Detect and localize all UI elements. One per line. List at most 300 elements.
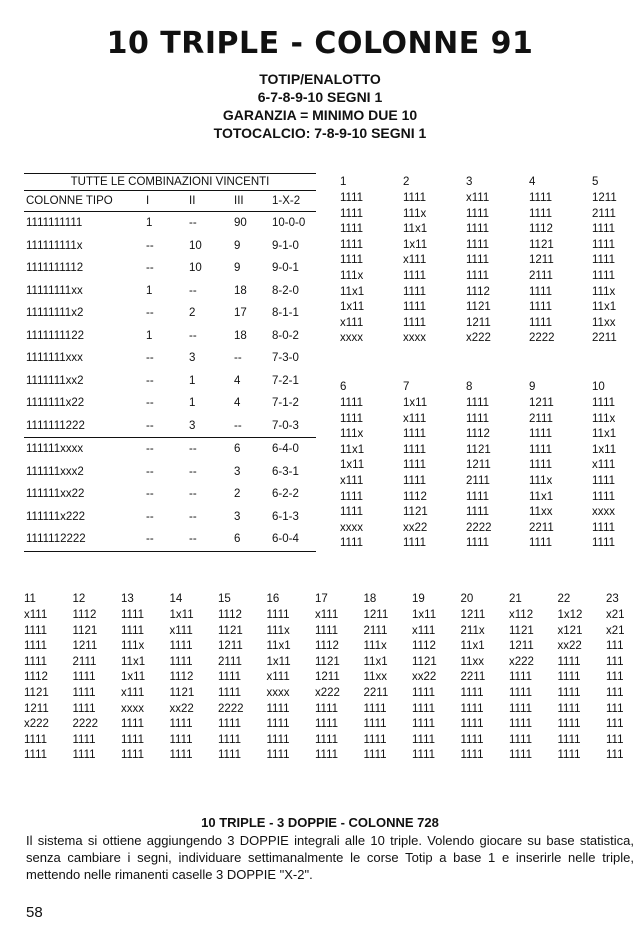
column-value: 111x — [529, 474, 553, 487]
column-value: 111x — [363, 640, 387, 653]
column-value: 1111 — [529, 192, 553, 204]
column-set-1 — [340, 173, 390, 347]
table-row — [24, 415, 316, 439]
column-value: x21 — [606, 624, 625, 637]
column-value: 111x — [340, 269, 364, 282]
column-set-23 — [606, 590, 640, 764]
column-value: 1111 — [403, 443, 427, 456]
table-cell: 6-2-2 — [272, 488, 299, 500]
column-value: 1111 — [412, 686, 436, 699]
column-value: x222 — [315, 686, 340, 699]
column-value: 111 — [606, 733, 624, 746]
table-cell: 18 — [234, 284, 247, 297]
column-value: 1111 — [529, 459, 553, 472]
header-cell: COLONNE TIPO — [26, 195, 113, 207]
table-cell: 6 — [234, 533, 241, 545]
column-value: 11xx — [592, 316, 616, 329]
table-cell: 7-3-0 — [272, 352, 299, 364]
column-value: 1111 — [466, 506, 490, 519]
column-value: 1111 — [466, 490, 490, 503]
column-value: 1111 — [218, 686, 242, 699]
column-value: 2111 — [529, 269, 553, 282]
table-cell: 6-4-0 — [272, 443, 299, 455]
table-cell: 1 — [189, 374, 196, 387]
column-number: 23 — [606, 593, 619, 605]
column-value: 1121 — [466, 443, 491, 456]
table-cell: 3 — [234, 465, 241, 478]
column-value: 1x11 — [403, 397, 428, 409]
column-value: 111 — [606, 702, 624, 715]
table-cell: 6-3-1 — [272, 465, 299, 478]
column-value: 1112 — [24, 671, 48, 684]
column-set-19 — [412, 590, 462, 764]
column-value: 1111 — [529, 207, 553, 220]
column-value: 1111 — [557, 733, 581, 746]
table-cell: 9-1-0 — [272, 239, 299, 252]
column-value: x111 — [466, 192, 490, 204]
table-cell: -- — [146, 239, 154, 252]
column-value: 1111 — [592, 490, 616, 503]
column-value: 1111 — [592, 474, 616, 487]
column-value: 111x — [266, 624, 290, 637]
column-number: 12 — [72, 593, 86, 605]
column-value: 1211 — [466, 316, 491, 329]
table-row — [24, 212, 316, 235]
column-value: x112 — [509, 609, 534, 621]
table-cell: 111111xx22 — [26, 488, 85, 500]
column-value: 1111 — [460, 702, 484, 715]
table-cell: 8-1-1 — [272, 307, 299, 319]
column-value: 1x11 — [340, 301, 365, 314]
column-value: x222 — [466, 332, 491, 345]
column-value: 1111 — [412, 718, 436, 731]
column-set-10 — [592, 378, 640, 552]
column-value: 1121 — [315, 655, 340, 668]
table-cell: -- — [146, 307, 154, 319]
page-title: 10 TRIPLE - COLONNE 91 — [106, 26, 534, 61]
column-value: 1111 — [460, 733, 484, 746]
column-value: 1x11 — [121, 671, 146, 684]
column-set-2 — [403, 173, 453, 347]
column-set-18 — [364, 590, 414, 764]
table-cell: 1111111112 — [26, 262, 84, 274]
column-value: 1x12 — [557, 609, 583, 621]
column-value: 1111 — [169, 640, 193, 653]
table-row — [24, 392, 316, 415]
column-value: 1211 — [509, 640, 534, 653]
column-value: 1111 — [363, 702, 387, 715]
table-cell: -- — [146, 419, 154, 432]
table-cell: -- — [189, 284, 197, 297]
column-value: 1111 — [121, 624, 145, 637]
column-value: 1211 — [529, 397, 554, 409]
column-value: 1111 — [340, 238, 364, 251]
column-value: 1111 — [403, 301, 427, 314]
column-number: 7 — [403, 381, 410, 393]
table-cell: 2 — [189, 307, 196, 319]
column-value: 1111 — [412, 702, 436, 715]
column-value: 1111 — [592, 223, 616, 236]
column-value: 1111 — [466, 412, 490, 425]
column-value: 1111 — [466, 207, 490, 220]
column-value: 1111 — [592, 397, 616, 409]
column-value: 1111 — [121, 733, 145, 746]
table-cell: 90 — [234, 217, 247, 229]
column-value: 111 — [606, 671, 624, 684]
column-value: 1111 — [403, 285, 427, 298]
column-set-8 — [466, 378, 516, 552]
column-value: 1211 — [363, 609, 389, 621]
column-value: 1112 — [169, 671, 194, 684]
column-value: 1111 — [340, 506, 364, 519]
table-header-row — [24, 191, 316, 212]
column-value: 1111 — [509, 671, 533, 684]
column-value: 111x — [121, 640, 145, 653]
table-cell: 111111xxx2 — [26, 465, 84, 478]
table-cell: -- — [189, 533, 197, 545]
table-cell: -- — [146, 533, 154, 545]
column-value: x222 — [24, 718, 49, 731]
column-value: 1111 — [529, 428, 553, 441]
table-cell: -- — [146, 510, 154, 523]
column-set-13 — [121, 590, 171, 764]
table-cell: 111111xxxx — [26, 443, 84, 455]
table-cell: 7-2-1 — [272, 374, 299, 387]
table-cell: -- — [146, 443, 154, 455]
column-value: 111 — [606, 655, 624, 668]
columns-grid-2 — [340, 378, 630, 578]
column-value: x111 — [266, 671, 290, 684]
column-value: 111 — [606, 749, 624, 762]
table-row — [24, 280, 316, 303]
column-value: 1111 — [592, 269, 616, 282]
column-value: 1111 — [529, 316, 553, 329]
table-caption: TUTTE LE COMBINAZIONI VINCENTI — [24, 173, 316, 191]
column-value: 2111 — [529, 412, 553, 425]
column-value: 111x — [403, 207, 427, 220]
column-value: 1112 — [412, 640, 436, 653]
column-value: 1211 — [460, 609, 486, 621]
column-value: 1111 — [529, 443, 553, 456]
column-number: 6 — [340, 381, 347, 393]
column-value: 11x1 — [340, 443, 365, 456]
column-value: 2111 — [218, 655, 242, 668]
column-value: 1121 — [24, 686, 49, 699]
column-set-5 — [592, 173, 640, 347]
column-value: xxxx — [266, 686, 290, 699]
columns-grid-3 — [24, 590, 636, 790]
table-cell: 8-0-2 — [272, 329, 299, 342]
column-value: 2222 — [72, 718, 99, 731]
table-cell: 6-1-3 — [272, 510, 299, 523]
column-value: 1112 — [466, 428, 490, 441]
table-cell: -- — [189, 217, 197, 229]
column-value: x111 — [340, 474, 364, 487]
table-row — [24, 506, 316, 529]
column-value: 1111 — [363, 718, 387, 731]
column-value: 1111 — [315, 749, 339, 762]
column-value: 1111 — [403, 459, 427, 472]
column-value: 1111 — [266, 733, 290, 746]
table-cell: 8-2-0 — [272, 284, 299, 297]
column-value: 111x — [592, 285, 616, 298]
column-value: 1111 — [403, 192, 427, 204]
column-value: 11x1 — [340, 285, 365, 298]
column-value: 1111 — [403, 474, 427, 487]
column-value: 1111 — [340, 192, 364, 204]
column-value: 1121 — [466, 301, 491, 314]
column-value: 1111 — [315, 624, 339, 637]
column-value: 11xx — [363, 671, 387, 684]
column-value: 1121 — [169, 686, 195, 699]
column-value: 1111 — [403, 316, 427, 329]
column-value: 1111 — [363, 733, 387, 746]
column-set-17 — [315, 590, 365, 764]
column-value: 1111 — [218, 671, 242, 684]
table-cell: -- — [234, 352, 242, 364]
column-number: 22 — [557, 593, 571, 605]
column-value: 11x1 — [460, 640, 485, 653]
column-value: x111 — [169, 624, 193, 637]
column-value: 1211 — [315, 671, 340, 684]
column-value: 1111 — [218, 749, 242, 762]
column-number: 8 — [466, 381, 473, 393]
column-value: xxxx — [121, 702, 144, 715]
header-cell: I — [146, 195, 150, 207]
column-value: 1111 — [412, 733, 436, 746]
column-value: xxxx — [340, 521, 363, 534]
column-value: 1111 — [466, 269, 490, 282]
column-value: 111 — [606, 640, 624, 653]
table-body — [24, 212, 316, 552]
column-value: 1111 — [557, 718, 581, 731]
column-value: xxxx — [340, 332, 363, 345]
table-row — [24, 483, 316, 506]
column-value: 1111 — [466, 537, 490, 550]
column-value: 1111 — [592, 238, 616, 251]
column-value: x222 — [509, 655, 534, 668]
column-value: 1111 — [24, 749, 48, 762]
column-value: xx22 — [412, 671, 437, 684]
column-value: 1111 — [340, 412, 364, 425]
column-value: 1111 — [24, 624, 48, 637]
column-value: x121 — [557, 624, 583, 637]
column-value: 1111 — [509, 733, 533, 746]
table-cell: -- — [146, 262, 154, 274]
table-row — [24, 347, 316, 370]
column-value: 1121 — [403, 506, 428, 519]
column-value: 1121 — [509, 624, 534, 637]
column-number: 2 — [403, 176, 410, 188]
table-cell: 11111111x2 — [26, 307, 84, 319]
column-value: 111 — [606, 686, 624, 699]
column-value: 2222 — [466, 521, 492, 534]
table-cell: 17 — [234, 307, 247, 319]
column-value: 11x1 — [592, 301, 617, 314]
column-value: 1121 — [412, 655, 437, 668]
column-value: 2111 — [72, 655, 97, 668]
column-value: x111 — [592, 459, 616, 472]
table-cell: -- — [146, 488, 154, 500]
column-value: 1111 — [403, 537, 427, 550]
column-value: 1111 — [121, 718, 145, 731]
table-row — [24, 235, 316, 258]
table-row — [24, 325, 316, 348]
subtitle-line: TOTOCALCIO: 7-8-9-10 SEGNI 1 — [213, 125, 427, 141]
table-cell: 6 — [234, 443, 241, 455]
column-value: 1211 — [218, 640, 243, 653]
column-value: 1112 — [315, 640, 339, 653]
header-cell: III — [234, 195, 244, 207]
column-value: 1111 — [509, 702, 533, 715]
column-value: 211x — [460, 624, 485, 637]
table-row — [24, 438, 316, 461]
table-row — [24, 302, 316, 325]
column-value: 2111 — [466, 474, 490, 487]
column-number: 5 — [592, 176, 599, 188]
column-value: 1x11 — [340, 459, 365, 472]
column-value: 1111 — [266, 718, 290, 731]
table-cell: 1 — [189, 397, 196, 409]
section-title: 10 TRIPLE - 3 DOPPIE - COLONNE 728 — [201, 815, 439, 830]
column-value: 1111 — [24, 733, 48, 746]
table-cell: 1111111222 — [26, 419, 85, 432]
column-value: 11x1 — [266, 640, 291, 653]
table-cell: 1111111x22 — [26, 397, 85, 409]
table-cell: 111111111x — [26, 239, 83, 252]
column-value: 1111 — [340, 397, 364, 409]
subtitle-line: GARANZIA = MINIMO DUE 10 — [222, 107, 418, 123]
column-value: 1111 — [121, 609, 145, 621]
column-set-22 — [558, 590, 608, 764]
table-cell: -- — [189, 443, 197, 455]
column-set-4 — [529, 173, 579, 347]
column-value: 1112 — [218, 609, 242, 621]
column-set-14 — [170, 590, 220, 764]
table-cell: 1 — [146, 284, 153, 297]
column-value: 1111 — [315, 718, 339, 731]
column-set-11 — [24, 590, 74, 764]
table-cell: 7-0-3 — [272, 419, 299, 432]
column-number: 15 — [218, 593, 231, 605]
column-number: 9 — [529, 381, 536, 393]
column-number: 11 — [24, 593, 36, 605]
column-value: 1111 — [509, 718, 533, 731]
column-value: 2211 — [460, 671, 486, 684]
section-text: Il sistema si ottiene aggiungendo 3 DOPPIE integrali alle 10 triple. Volendo giocare su base statistica, senza cambiare i segni, individuare settimanalmente le corse Totip a base 1 e inserirle nelle triple, mettendo nelle rimanenti caselle 3 DOPPIE "X-2". — [26, 833, 634, 882]
table-row — [24, 370, 316, 393]
table-cell: 1 — [146, 329, 153, 342]
table-cell: -- — [189, 510, 197, 523]
column-number: 20 — [460, 593, 474, 605]
page-number: 58 — [26, 904, 43, 921]
column-value: 1111 — [557, 671, 581, 684]
column-value: 1111 — [218, 733, 242, 746]
column-value: x111 — [340, 316, 364, 329]
table-cell: -- — [189, 329, 197, 342]
column-value: 1211 — [72, 640, 98, 653]
column-value: 1121 — [72, 624, 98, 637]
column-value: 1111 — [509, 686, 533, 699]
column-value: 1111 — [466, 254, 490, 267]
column-value: 1111 — [529, 537, 553, 550]
column-value: 1111 — [266, 749, 290, 762]
table-cell: 3 — [189, 352, 196, 364]
column-value: 1111 — [466, 397, 490, 409]
column-value: x111 — [315, 609, 339, 621]
column-value: x111 — [412, 624, 436, 637]
column-value: 1111 — [557, 702, 581, 715]
column-value: 111x — [340, 428, 364, 441]
table-cell: 1111112222 — [26, 533, 86, 545]
table-cell: 10 — [189, 239, 202, 252]
column-value: 1121 — [529, 238, 554, 251]
table-cell: 1111111xx2 — [26, 374, 84, 387]
column-value: 111x — [592, 412, 616, 425]
column-value: 1211 — [592, 192, 617, 204]
column-number: 17 — [315, 593, 328, 605]
column-value: 1x11 — [266, 655, 291, 668]
column-value: 1112 — [403, 490, 427, 503]
table-cell: 6-0-4 — [272, 533, 299, 545]
column-value: 1111 — [460, 749, 484, 762]
column-value: 2111 — [363, 624, 388, 637]
column-value: 1111 — [557, 686, 581, 699]
column-value: 11x1 — [121, 655, 146, 668]
table-cell: 1111111xxx — [26, 352, 83, 364]
table-cell: -- — [189, 488, 197, 500]
column-number: 14 — [169, 593, 183, 605]
table-cell: 18 — [234, 329, 247, 342]
column-value: 1111 — [466, 223, 490, 236]
table-cell: 4 — [234, 374, 241, 387]
table-cell: 1111111122 — [26, 329, 84, 342]
column-value: 1111 — [340, 537, 364, 550]
column-value: 1111 — [412, 749, 436, 762]
column-value: xx22 — [557, 640, 582, 653]
column-set-9 — [529, 378, 579, 552]
column-value: 1111 — [592, 537, 616, 550]
column-value: xx22 — [169, 702, 194, 715]
column-value: xxxx — [592, 506, 615, 519]
column-set-12 — [73, 590, 123, 764]
column-value: 1x11 — [592, 443, 617, 456]
table-cell: -- — [146, 374, 154, 387]
table-row — [24, 528, 316, 552]
column-value: 2222 — [218, 702, 244, 715]
table-cell: -- — [146, 397, 154, 409]
column-value: x21 — [606, 609, 625, 621]
column-value: 1111 — [72, 733, 96, 746]
column-value: 1211 — [24, 702, 49, 715]
table-cell: 7-1-2 — [272, 397, 299, 409]
winning-combinations-table — [24, 173, 316, 552]
column-value: x111 — [121, 686, 145, 699]
column-value: 1111 — [529, 285, 553, 298]
column-value: xxxx — [403, 332, 426, 345]
column-value: 1111 — [24, 655, 48, 668]
column-number: 16 — [266, 593, 280, 605]
subtitle-line: 6-7-8-9-10 SEGNI 1 — [257, 89, 383, 105]
column-value: 11x1 — [403, 223, 428, 236]
column-value: 11x1 — [363, 655, 388, 668]
table-cell: -- — [189, 465, 197, 478]
column-number: 19 — [412, 593, 425, 605]
table-cell: 11111111xx — [26, 284, 83, 297]
column-value: 1111 — [340, 207, 364, 220]
column-value: 1211 — [529, 254, 554, 267]
column-value: 2211 — [592, 332, 617, 345]
